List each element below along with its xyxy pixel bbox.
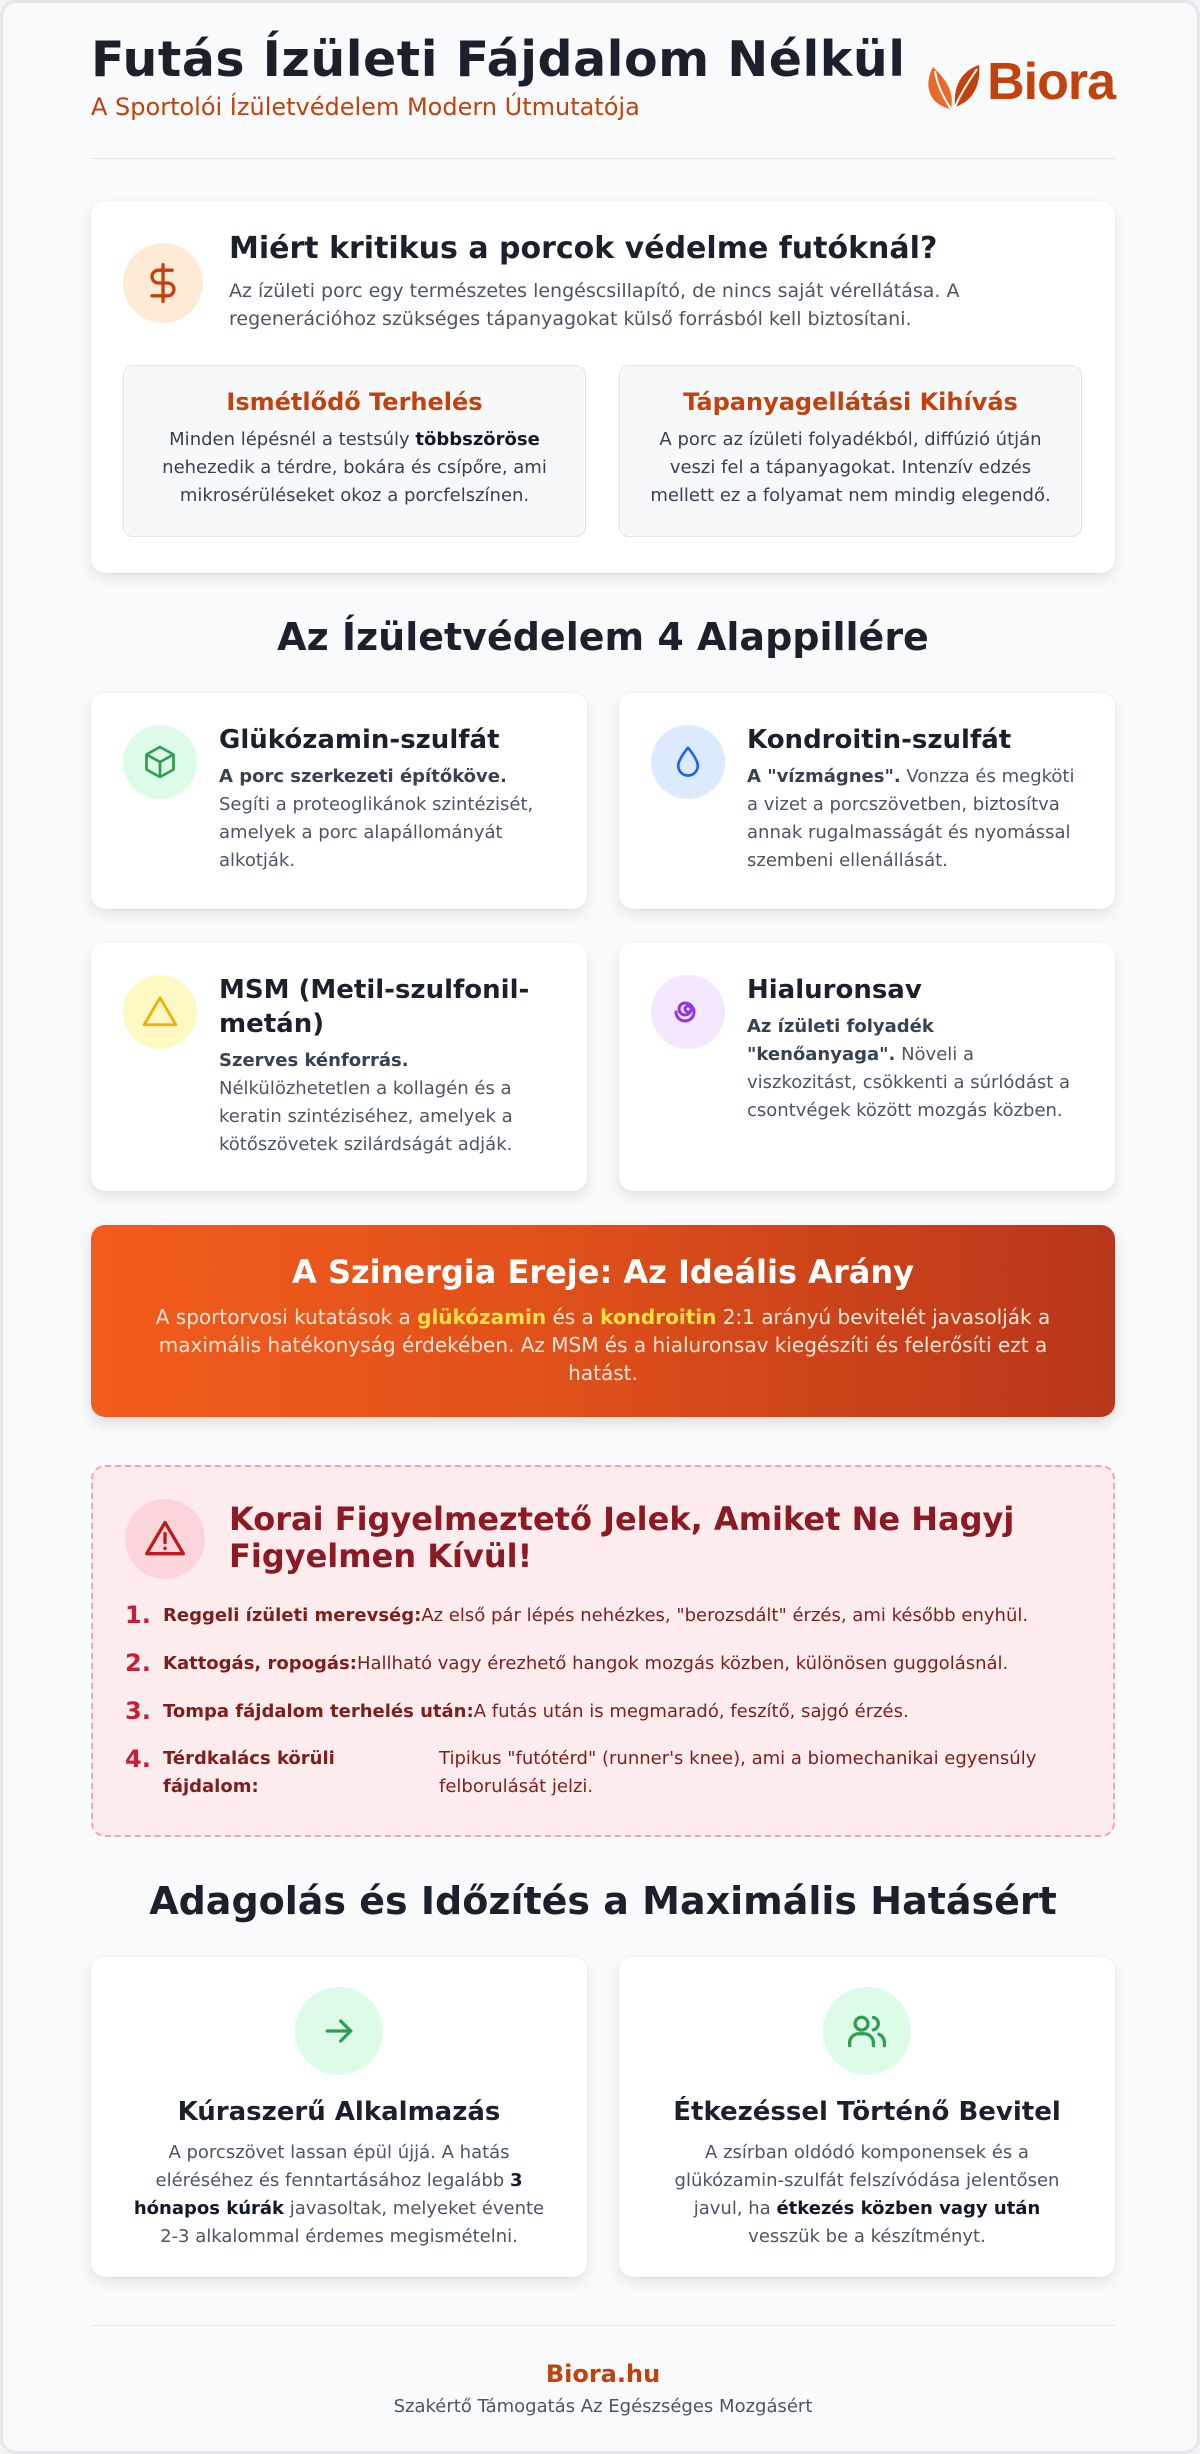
dosage-description: A porcszövet lassan épül újjá. A hatás eléréséhez és fenntartásához legalább 3 hónapos kúrák javasoltak, melyeket évente 2-3 alkalommal érdemes megismételni. (133, 2142, 545, 2247)
footer-tagline: Szakértő Támogatás Az Egészséges Mozgásért (393, 2396, 813, 2417)
list-item: 1. Reggeli ízületi merevség:Az első pár lépés nehézkes, "berozsdált" érzés, ami később enyhül. (125, 1601, 1029, 1629)
intro-title: Miért kritikus a porcok védelme futóknál? (229, 231, 938, 266)
list-item: 3. Tompa fájdalom terhelés után:A futás után is megmaradó, feszítő, sajgó érzés. (125, 1697, 909, 1725)
warning-list (125, 1601, 1085, 1815)
synergy-banner (91, 1225, 1115, 1417)
water-drop-icon (651, 725, 725, 799)
dosage-card-cure (91, 1957, 587, 2277)
pillars-heading: Az Ízületvédelem 4 Alappillére (277, 615, 929, 659)
info-box-title: Tápanyagellátási Kihívás (683, 388, 1018, 416)
logo[interactable] (921, 49, 1115, 115)
list-item: 4. Térdkalács körüli fájdalom: Tipikus "futótérd" (runner's knee), ami a biomechanikai egyensúly felborulását jelzi. (125, 1745, 1037, 1797)
dosage-title: Kúraszerű Alkalmazás (177, 2097, 501, 2127)
intro-card (91, 201, 1115, 573)
pillar-title: Hialuronsav (747, 975, 922, 1005)
pillar-card-msm (91, 943, 587, 1191)
list-item: 2. Kattogás, ropogás:Hallható vagy érezhető hangok mozgás közben, különösen guggolásnál. (125, 1649, 1009, 1677)
footer-brand-link[interactable]: Biora.hu (545, 2360, 661, 2388)
dosage-heading: Adagolás és Időzítés a Maximális Hatásért (149, 1879, 1057, 1923)
dosage-description: A zsírban oldódó komponensek és a glükózamin-szulfát felszívódása jelentősen javul, ha étkezés közben vagy után vesszük be a készítményt. (674, 2142, 1060, 2247)
pillar-card-hyaluronic (619, 943, 1115, 1191)
pillar-card-glucosamine (91, 693, 587, 909)
intro-description: Az ízületi porc egy természetes lengéscsillapító, de nincs saját vérellátása. A regenerációhoz szükséges tápanyagokat külső forrásból kell biztosítani. (229, 280, 960, 330)
header (91, 31, 1115, 159)
info-box-title: Ismétlődő Terhelés (226, 388, 483, 416)
dosage-title: Étkezéssel Történő Bevitel (673, 2097, 1061, 2127)
pillar-title: Kondroitin-szulfát (747, 725, 1012, 755)
pillar-description: A porc szerkezeti építőköve. Segíti a proteoglikánok szintézisét, amelyek a porc alapállományát alkotják. (219, 766, 534, 871)
logo-text: Biora (987, 53, 1115, 111)
pillar-title: MSM (Metil-szulfonil-metán) (219, 975, 530, 1039)
triangle-icon (123, 975, 197, 1049)
info-box-repetitive-load (123, 365, 586, 537)
arrow-right-icon (295, 1987, 383, 2075)
synergy-title: A Szinergia Ereje: Az Ideális Arány (292, 1253, 914, 1291)
dosage-card-meal (619, 1957, 1115, 2277)
info-box-text: A porc az ízületi folyadékból, diffúzió útján veszi fel a tápanyagokat. Intenzív edzés mellett ez a folyamat nem mindig elegendő. (650, 429, 1051, 506)
page-subtitle: A Sportolói Ízületvédelem Modern Útmutatója (91, 93, 640, 121)
synergy-description: A sportorvosi kutatások a glükózamin és a kondroitin 2:1 arányú bevitelét javasolják a maximális hatékonyság érdekében. Az MSM és a hialuronsav kiegészíti és felerősíti ezt a hatást. (155, 1305, 1051, 1385)
spiral-icon (651, 975, 725, 1049)
info-box-nutrient-supply (619, 365, 1082, 537)
warning-box (91, 1465, 1115, 1837)
pillar-description: Szerves kénforrás. Nélkülözhetetlen a kollagén és a keratin szintéziséhez, amelyek a kötőszövetek szilárdságát adják. (219, 1050, 513, 1155)
cube-icon (123, 725, 197, 799)
leaf-logo-icon (921, 51, 983, 113)
warning-title: Korai Figyelmeztető Jelek, Amiket Ne Hagyj Figyelmen Kívül! (229, 1500, 1015, 1575)
pillar-title: Glükózamin-szulfát (219, 725, 500, 755)
pillar-description: A "vízmágnes". Vonzza és megköti a vizet a porcszövetben, biztosítva annak rugalmasságát és nyomással szembeni ellenállását. (747, 766, 1075, 871)
footer (91, 2325, 1115, 2417)
info-box-text: Minden lépésnél a testsúly többszöröse nehezedik a térdre, bokára és csípőre, ami mikrosérüléseket okoz a porcfelszínen. (162, 429, 547, 506)
pillar-card-chondroitin (619, 693, 1115, 909)
page-title: Futás Ízületi Fájdalom Nélkül (91, 31, 906, 88)
warning-triangle-icon (125, 1499, 205, 1579)
users-icon (823, 1987, 911, 2075)
dollar-sign-icon (123, 243, 203, 323)
pillar-description: Az ízületi folyadék "kenőanyaga". Növeli a viszkozitást, csökkenti a súrlódást a csontvégek között mozgás közben. (747, 1016, 1071, 1121)
